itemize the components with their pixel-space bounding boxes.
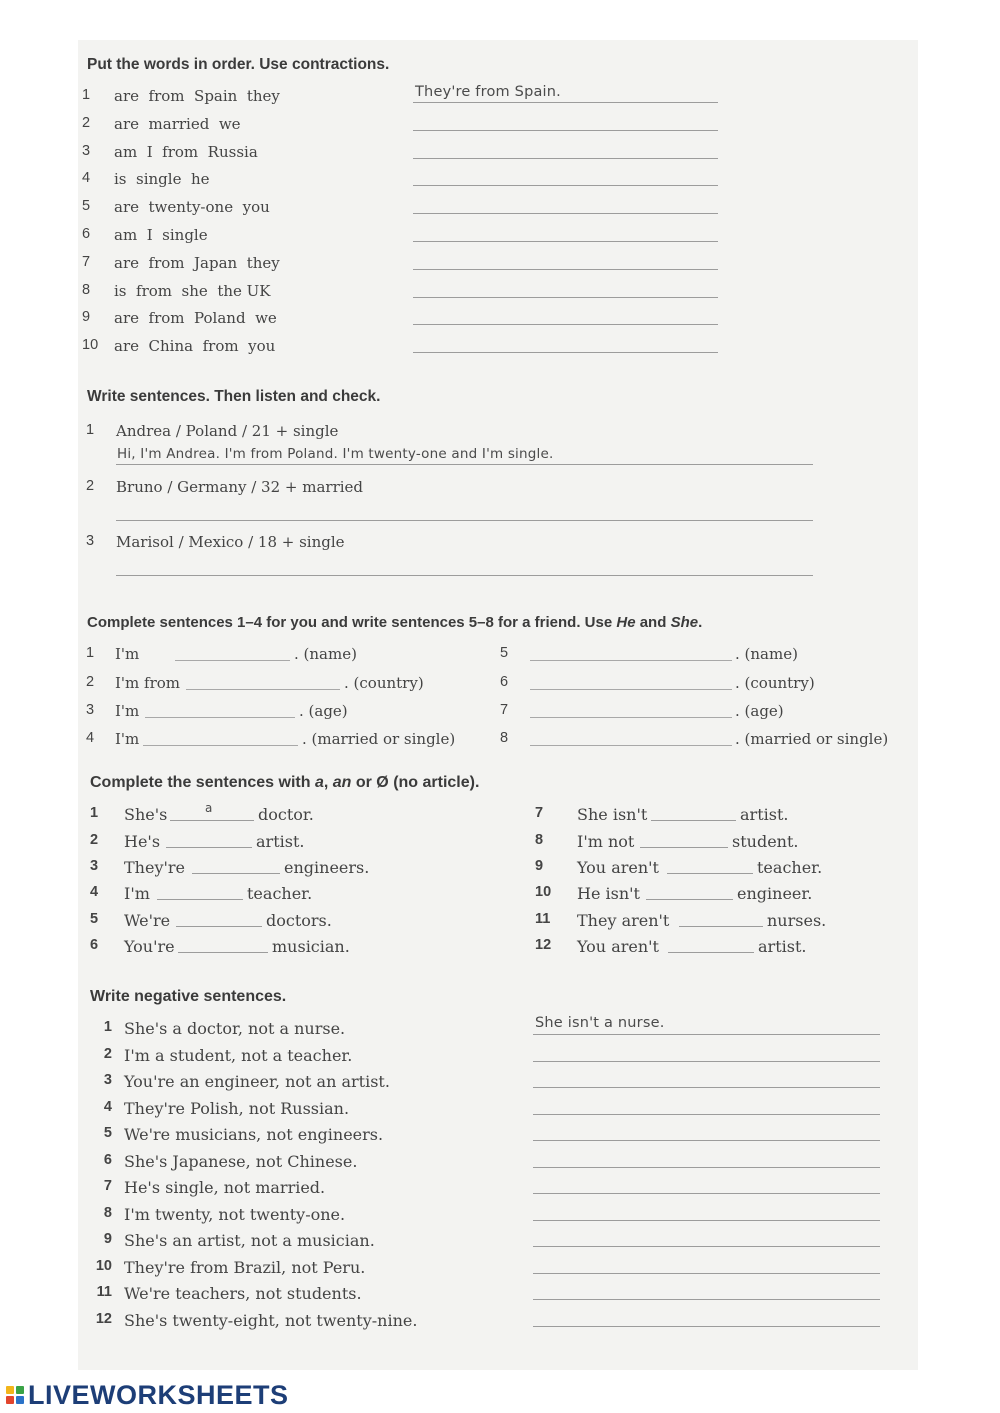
answer-line[interactable] [533,1034,880,1035]
sentence-end: nurses. [767,911,827,930]
article-gap[interactable] [170,820,254,821]
item-number: 10 [82,337,99,354]
item-number: 5 [103,1125,112,1141]
sentence-end: musician. [272,937,350,956]
sentence-start: She's [124,805,168,824]
answer-line[interactable] [533,1246,880,1247]
prompt-item [86,478,806,504]
section-4-heading [90,774,479,792]
scrambled-words: am I single [114,226,208,244]
sentence-end: . (age) [735,702,784,720]
fill-in-line[interactable] [530,689,732,690]
sentence-end: artist. [740,805,789,824]
item-number: 6 [103,1151,112,1168]
heading-part: and [635,614,671,631]
item-number: 12 [95,1310,112,1327]
answer-line[interactable] [413,130,718,131]
item-number: 8 [82,281,91,298]
sentence-start: I'm [115,730,140,748]
item-number: 7 [82,253,91,270]
item-number: 3 [103,1072,112,1088]
answer-line[interactable] [533,1273,880,1274]
article-gap[interactable] [667,873,753,874]
fill-in-line[interactable] [186,689,340,690]
answer-line[interactable] [533,1220,880,1221]
gap-answer: a [205,801,213,815]
item-number: 5 [500,645,509,661]
item-number: 10 [95,1257,112,1274]
handwritten-answer: They're from Spain. [415,84,561,100]
section-3-heading [87,614,702,631]
item-number: 1 [90,805,99,821]
fill-in-line[interactable] [530,660,732,661]
section-1-heading: Put the words in order. Use contractions. [87,56,390,73]
item-number: 8 [500,730,509,746]
answer-line[interactable] [533,1061,880,1062]
sentence-end: engineers. [284,858,370,877]
handwritten-answer: Hi, I'm Andrea. I'm from Poland. I'm twenty-one and I'm single. [117,446,554,462]
scrambled-words: am I from Russia [114,142,258,161]
heading-part: . [698,614,703,631]
answer-line[interactable] [116,464,813,465]
order-item [82,254,762,280]
logo-square-blue [16,1396,24,1404]
prompt-item [86,422,806,448]
item-number: 9 [103,1231,112,1247]
sentence-end: . (name) [294,645,357,663]
statement-text: I'm a student, not a teacher. [124,1045,353,1065]
prompt-text: Andrea / Poland / 21 + single [116,422,339,440]
prompt-text: Marisol / Mexico / 18 + single [116,533,345,551]
sentence-end: . (married or single) [302,730,456,748]
sentence-start: I'm [115,645,140,663]
scrambled-words: are from Poland we [114,309,277,328]
heading-part: , [323,774,333,791]
heading-part: He [616,614,636,631]
sentence-end: . (country) [344,674,424,692]
answer-line[interactable] [116,575,813,576]
prompt-item [86,533,806,559]
fill-in-line[interactable] [530,717,732,718]
answer-line[interactable] [413,324,718,325]
item-number: 3 [86,702,95,718]
sentence-start: I'm [115,702,140,720]
order-item [82,309,762,335]
item-number: 2 [103,1045,112,1062]
answer-line[interactable] [413,269,718,270]
sentence-end: engineer. [737,884,813,903]
sentence-start: She isn't [577,805,648,824]
article-gap[interactable] [157,899,243,900]
heading-part: She [670,614,699,631]
statement-text: He's single, not married. [124,1178,326,1197]
sentence-end: teacher. [757,858,823,877]
answer-line[interactable] [413,352,718,353]
item-number: 11 [96,1284,112,1300]
sentence-end: . (age) [299,702,348,720]
answer-line[interactable] [533,1326,880,1327]
item-number: 1 [82,87,91,103]
article-gap[interactable] [178,952,268,953]
article-gap[interactable] [651,820,736,821]
item-number: 1 [86,422,95,438]
sentence-start: They're [124,858,185,877]
statement-text: I'm twenty, not twenty-one. [124,1204,346,1224]
handwritten-answer: She isn't a nurse. [535,1015,665,1031]
scrambled-words: is single he [114,170,210,189]
item-number: 12 [535,937,552,953]
item-number: 3 [86,533,95,549]
sentence-end: . (name) [735,645,798,663]
statement-text: We're musicians, not engineers. [124,1125,384,1144]
answer-line[interactable] [116,520,813,521]
sentence-start: He's [124,832,161,851]
sentence-start: We're [124,911,171,930]
statement-text: She's twenty-eight, not twenty-nine. [124,1310,418,1330]
article-gap[interactable] [668,952,754,953]
item-number: 5 [90,911,99,927]
sentence-start: You're [124,937,175,956]
heading-part: Complete the sentences with [90,774,315,791]
item-number: 1 [103,1019,112,1035]
fill-in-line[interactable] [143,745,298,746]
scrambled-words: are twenty-one you [114,198,270,217]
scrambled-words: are from Japan they [114,253,280,272]
answer-line[interactable] [413,241,718,242]
statement-text: They're Polish, not Russian. [124,1098,350,1118]
answer-line[interactable] [533,1140,880,1141]
answer-line[interactable] [533,1087,880,1088]
item-number: 5 [82,198,91,215]
sentence-end: doctors. [266,911,332,930]
logo-square-red [6,1396,14,1404]
prompt-text: Bruno / Germany / 32 + married [116,478,364,496]
item-number: 3 [82,142,91,159]
article-gap[interactable] [640,847,728,848]
answer-line[interactable] [413,158,718,159]
sentence-start: They aren't [577,911,670,930]
order-item [82,282,762,308]
order-item [82,170,762,196]
item-number: 6 [500,674,509,690]
sentence-end: . (married or single) [735,730,889,748]
answer-line[interactable] [533,1299,880,1300]
logo-square-green [16,1386,24,1394]
order-item [82,198,762,224]
sentence-end: artist. [758,937,807,956]
article-gap[interactable] [646,899,733,900]
item-number: 2 [90,832,99,848]
item-number: 10 [535,884,552,900]
order-item [82,337,762,363]
section-5-heading: Write negative sentences. [90,988,287,1005]
answer-line[interactable] [533,1193,880,1194]
logo-square-yellow [6,1386,14,1394]
statement-text: She's Japanese, not Chinese. [124,1151,358,1171]
item-number: 11 [535,911,551,927]
heading-part: an [332,774,352,791]
order-item [82,115,762,141]
fill-in-line[interactable] [175,660,290,661]
item-number: 3 [90,858,99,874]
answer-line[interactable] [413,213,718,214]
logo-text: LIVEWORKSHEETS [28,1379,289,1410]
scrambled-words: are married we [114,114,241,133]
sentence-start: I'm from [115,674,181,692]
item-number: 1 [86,645,95,661]
article-gap[interactable] [192,873,280,874]
item-number: 8 [535,832,544,848]
item-number: 7 [535,805,544,821]
sentence-start: I'm [124,884,150,903]
heading-part: or Ø (no article). [351,774,480,791]
item-number: 7 [103,1178,112,1194]
fill-in-line[interactable] [530,745,732,746]
scrambled-words: are China from you [114,337,276,356]
article-gap[interactable] [166,847,252,848]
answer-line[interactable] [413,102,718,103]
logo-mark-icon [6,1386,24,1404]
article-gap[interactable] [679,926,763,927]
statement-text: She's a doctor, not a nurse. [124,1019,346,1038]
scrambled-words: is from she the UK [114,281,271,300]
heading-part: Complete sentences 1–4 for you and write sentences 5–8 for a friend. Use [87,614,617,631]
item-number: 6 [90,937,99,953]
order-item [82,143,762,169]
item-number: 6 [82,226,91,242]
item-number: 4 [103,1098,112,1115]
answer-line[interactable] [413,185,718,186]
section-2-heading: Write sentences. Then listen and check. [87,388,381,405]
statement-text: She's an artist, not a musician. [124,1231,375,1250]
item-number: 2 [86,674,95,690]
item-number: 4 [90,884,99,900]
item-number: 7 [500,702,509,718]
item-number: 2 [82,114,91,131]
sentence-start: He isn't [577,884,640,903]
sentence-end: teacher. [247,884,313,903]
answer-line[interactable] [533,1167,880,1168]
statement-text: We're teachers, not students. [124,1284,362,1303]
item-number: 8 [103,1204,112,1221]
item-number: 9 [535,858,544,874]
fill-in-line[interactable] [145,717,295,718]
answer-line[interactable] [413,297,718,298]
statement-text: You're an engineer, not an artist. [124,1072,390,1091]
article-gap[interactable] [176,926,262,927]
sentence-end: doctor. [258,805,314,824]
item-number: 4 [82,170,91,187]
item-number: 9 [82,309,91,326]
sentence-end: student. [732,832,799,851]
order-item [82,226,762,252]
sentence-start: You aren't [577,858,659,877]
sentence-end: artist. [256,832,305,851]
item-number: 4 [86,730,95,746]
liveworksheets-logo[interactable] [6,1380,289,1410]
scrambled-words: are from Spain they [114,87,280,105]
sentence-start: You aren't [577,937,659,956]
statement-text: They're from Brazil, not Peru. [124,1257,366,1277]
sentence-end: . (country) [735,674,815,692]
item-number: 2 [86,478,95,494]
sentence-start: I'm not [577,832,635,851]
heading-part: a [314,774,324,791]
answer-line[interactable] [533,1114,880,1115]
